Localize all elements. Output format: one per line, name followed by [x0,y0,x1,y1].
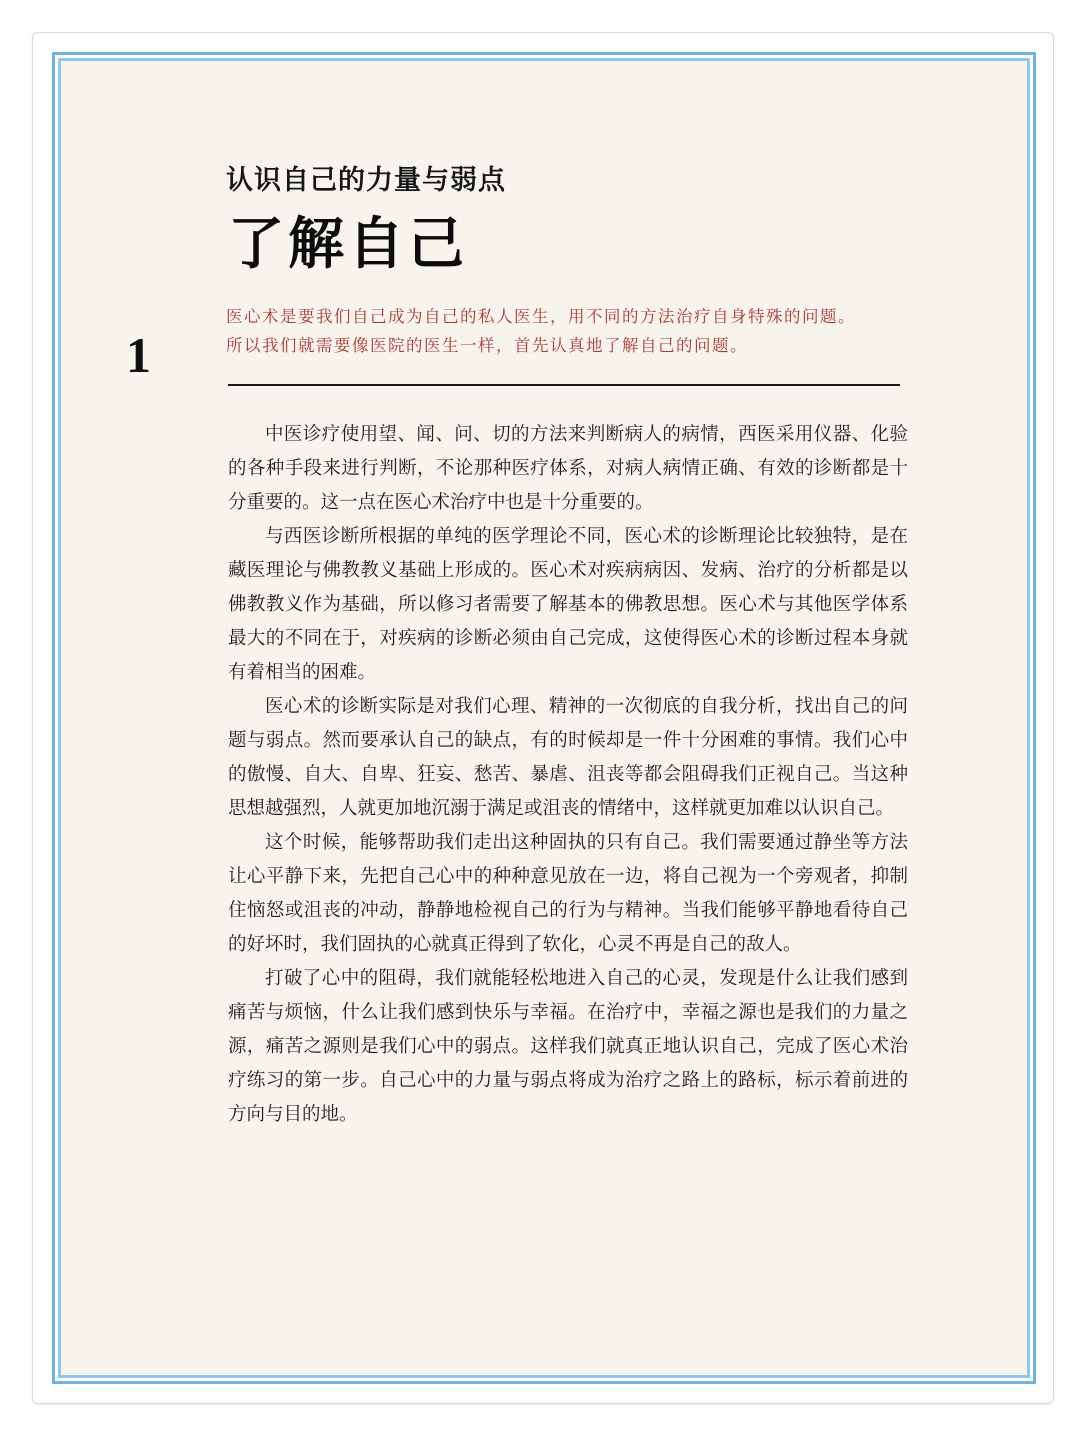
chapter-number: 1 [126,327,151,383]
body-text [228,418,908,1132]
paragraph: 中医诊疗使用望、闻、问、切的方法来判断病人的病情，西医采用仪器、化验的各种手段来进行判断，不论那种医疗体系，对病人病情正确、有效的诊断都是十分重要的。这一点在医心术治疗中也是十分重要的。 [228,424,908,513]
paragraph: 打破了心中的阻碍，我们就能轻松地进入自己的心灵，发现是什么让我们感到痛苦与烦恼，什么让我们感到快乐与幸福。在治疗中，幸福之源也是我们的力量之源，痛苦之源则是我们心中的弱点。这样我们就真正地认识自己，完成了医心术治疗练习的第一步。自己心中的力量与弱点将成为治疗之路上的路标，标示着前进的方向与目的地。 [228,968,908,1125]
intro-line: 所以我们就需要像医院的医生一样，首先认真地了解自己的问题。 [226,336,748,355]
intro-block [226,302,916,360]
intro-line: 医心术是要我们自己成为自己的私人医生，用不同的方法治疗自身特殊的问题。 [226,307,856,326]
page-title: 了解自己 [228,212,468,277]
divider-line [228,384,900,386]
section-subtitle: 认识自己的力量与弱点 [226,165,506,196]
paragraph: 这个时候，能够帮助我们走出这种固执的只有自己。我们需要通过静坐等方法让心平静下来，先把自己心中的种种意见放在一边，将自己视为一个旁观者，抑制住恼怒或沮丧的冲动，静静地检视自己的行为与精神。当我们能够平静地看待自己的好坏时，我们固执的心就真正得到了软化，心灵不再是自己的敌人。 [228,832,908,955]
paragraph: 与西医诊断所根据的单纯的医学理论不同，医心术的诊断理论比较独特，是在藏医理论与佛教教义基础上形成的。医心术对疾病病因、发病、治疗的分析都是以佛教教义作为基础，所以修习者需要了解基本的佛教思想。医心术与其他医学体系最大的不同在于，对疾病的诊断必须由自己完成，这使得医心术的诊断过程本身就有着相当的困难。 [228,526,908,683]
paragraph: 医心术的诊断实际是对我们心理、精神的一次彻底的自我分析，找出自己的问题与弱点。然而要承认自己的缺点，有的时候却是一件十分困难的事情。我们心中的傲慢、自大、自卑、狂妄、愁苦、暴虐、沮丧等都会阻碍我们正视自己。当这种思想越强烈，人就更加地沉溺于满足或沮丧的情绪中，这样就更加难以认识自己。 [228,696,908,819]
